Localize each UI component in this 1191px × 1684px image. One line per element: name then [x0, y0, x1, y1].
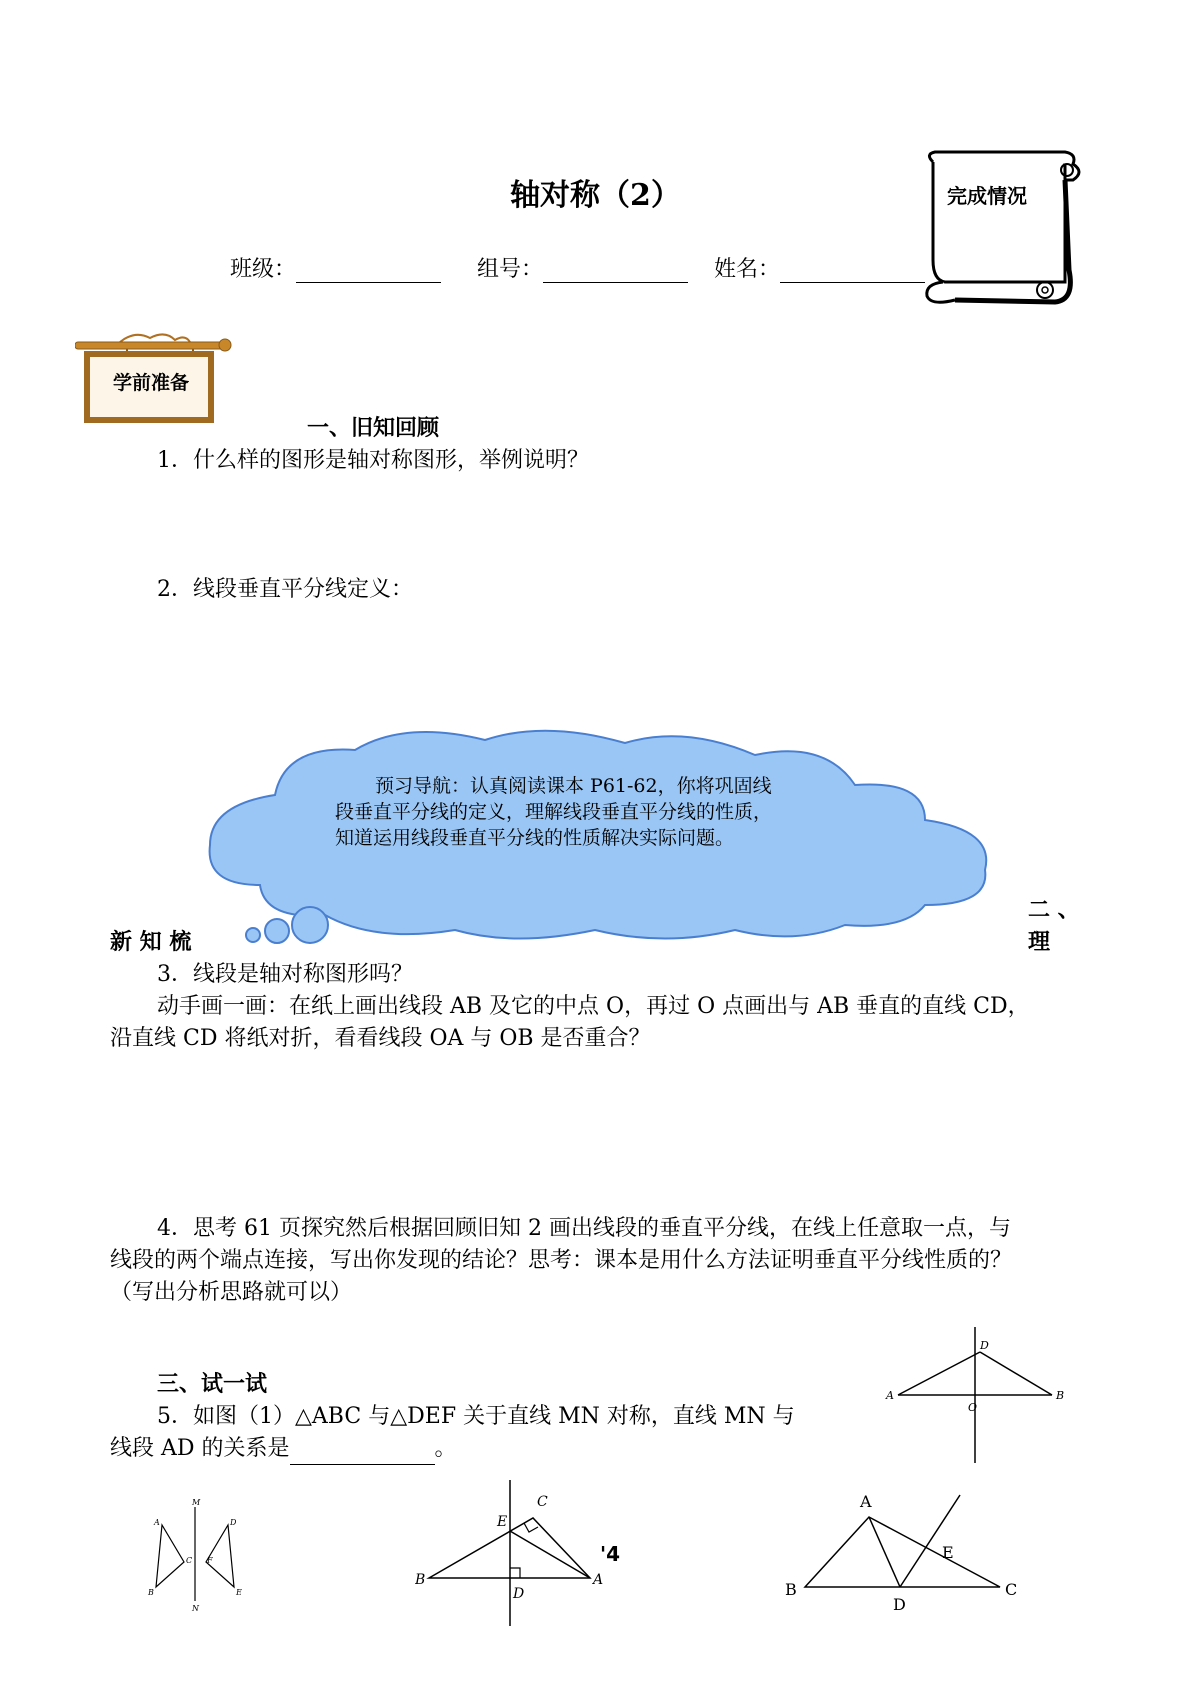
cloud-line-1: 预习导航：认真阅读课本 P61-62，你将巩固线 [375, 775, 772, 797]
fig1-label-F: F [207, 1556, 213, 1565]
completion-scroll [915, 150, 1085, 310]
group-label: 组号： [477, 257, 544, 282]
figure-perpendicular-bisector [880, 1325, 1080, 1465]
figure-2-right-triangle [415, 1478, 615, 1628]
question-2: 2．线段垂直平分线定义： [157, 577, 413, 602]
figure-3-triangle-bisector [780, 1490, 1040, 1630]
name-label: 姓名： [714, 257, 781, 282]
fig-top-label-O: O [968, 1401, 978, 1414]
fig1-label-M: M [192, 1498, 201, 1507]
section2-heading-right-2: 理 [1028, 929, 1051, 955]
fig2-label-D: D [513, 1586, 525, 1602]
section2-heading-right-1: 二 、 [1028, 897, 1080, 923]
fig1-label-A: A [154, 1518, 160, 1527]
fig-top-label-A: A [886, 1389, 894, 1402]
class-label: 班级： [230, 257, 297, 282]
fig2-label-A: A [593, 1572, 604, 1588]
question-4-line-3: （写出分析思路就可以） [110, 1280, 353, 1305]
prep-label: 学前准备 [113, 372, 190, 394]
scroll-icon [915, 150, 1085, 310]
page-title: 轴对称（2） [510, 178, 681, 213]
class-blank[interactable] [296, 260, 441, 283]
name-blank[interactable] [780, 260, 925, 283]
section2-heading-left: 新 知 梳 [110, 929, 192, 955]
fig2-label-C: C [537, 1494, 548, 1510]
question-5-period: 。 [434, 1436, 457, 1461]
question-5-answer-blank[interactable] [290, 1438, 435, 1465]
cloud-text [335, 773, 772, 851]
fig1-label-D: D [230, 1518, 237, 1527]
question-5-line-1: 5．如图（1）△ABC 与△DEF 关于直线 MN 对称，直线 MN 与 [157, 1404, 795, 1429]
prep-sign [75, 330, 235, 425]
question-4-line-2: 线段的两个端点连接，写出你发现的结论？思考：课本是用什么方法证明垂直平分线性质的？ [110, 1248, 1013, 1273]
fig2-label-E: E [497, 1514, 508, 1530]
fig3-label-E: E [942, 1543, 954, 1562]
page-number-fragment: '4 [600, 1542, 621, 1566]
fig-top-label-B: B [1056, 1389, 1065, 1402]
question-3-task-line-1: 动手画一画：在纸上画出线段 AB 及它的中点 O，再过 O 点画出与 AB 垂直的直线 CD， [157, 994, 1030, 1019]
question-3-task-line-2: 沿直线 CD 将纸对折，看看线段 OA 与 OB 是否重合？ [110, 1026, 651, 1051]
cloud-line-3: 知道运用线段垂直平分线的性质解决实际问题。 [335, 827, 735, 849]
fig1-label-N: N [192, 1604, 199, 1613]
section3-heading: 三、试一试 [157, 1371, 268, 1397]
figure-1-symmetric-triangles [140, 1495, 270, 1615]
group-blank[interactable] [543, 260, 688, 283]
question-4-line-1: 4．思考 61 页探究然后根据回顾旧知 2 画出线段的垂直平分线，在线上任意取一点，与 [157, 1216, 1011, 1241]
question-5-line-2-text: 线段 AD 的关系是 [110, 1436, 290, 1461]
question-5-line-2 [110, 1432, 457, 1465]
fig1-label-B: B [148, 1588, 154, 1597]
student-info [230, 252, 925, 283]
preview-cloud [205, 725, 1005, 950]
question-3: 3．线段是轴对称图形吗？ [157, 962, 413, 987]
fig-top-label-D: D [980, 1339, 989, 1352]
completion-label: 完成情况 [947, 184, 1027, 208]
question-1: 1．什么样的图形是轴对称图形，举例说明？ [157, 448, 589, 473]
fig3-label-C: C [1005, 1580, 1018, 1599]
cloud-line-2: 段垂直平分线的定义，理解线段垂直平分线的性质， [335, 801, 773, 823]
fig3-label-A: A [860, 1492, 872, 1511]
fig3-label-B: B [785, 1580, 797, 1599]
fig1-label-E: E [236, 1588, 242, 1597]
section1-heading: 一、旧知回顾 [307, 415, 440, 441]
fig3-label-D: D [893, 1595, 906, 1614]
fig1-label-C: C [186, 1556, 193, 1565]
fig2-label-B: B [415, 1572, 426, 1588]
